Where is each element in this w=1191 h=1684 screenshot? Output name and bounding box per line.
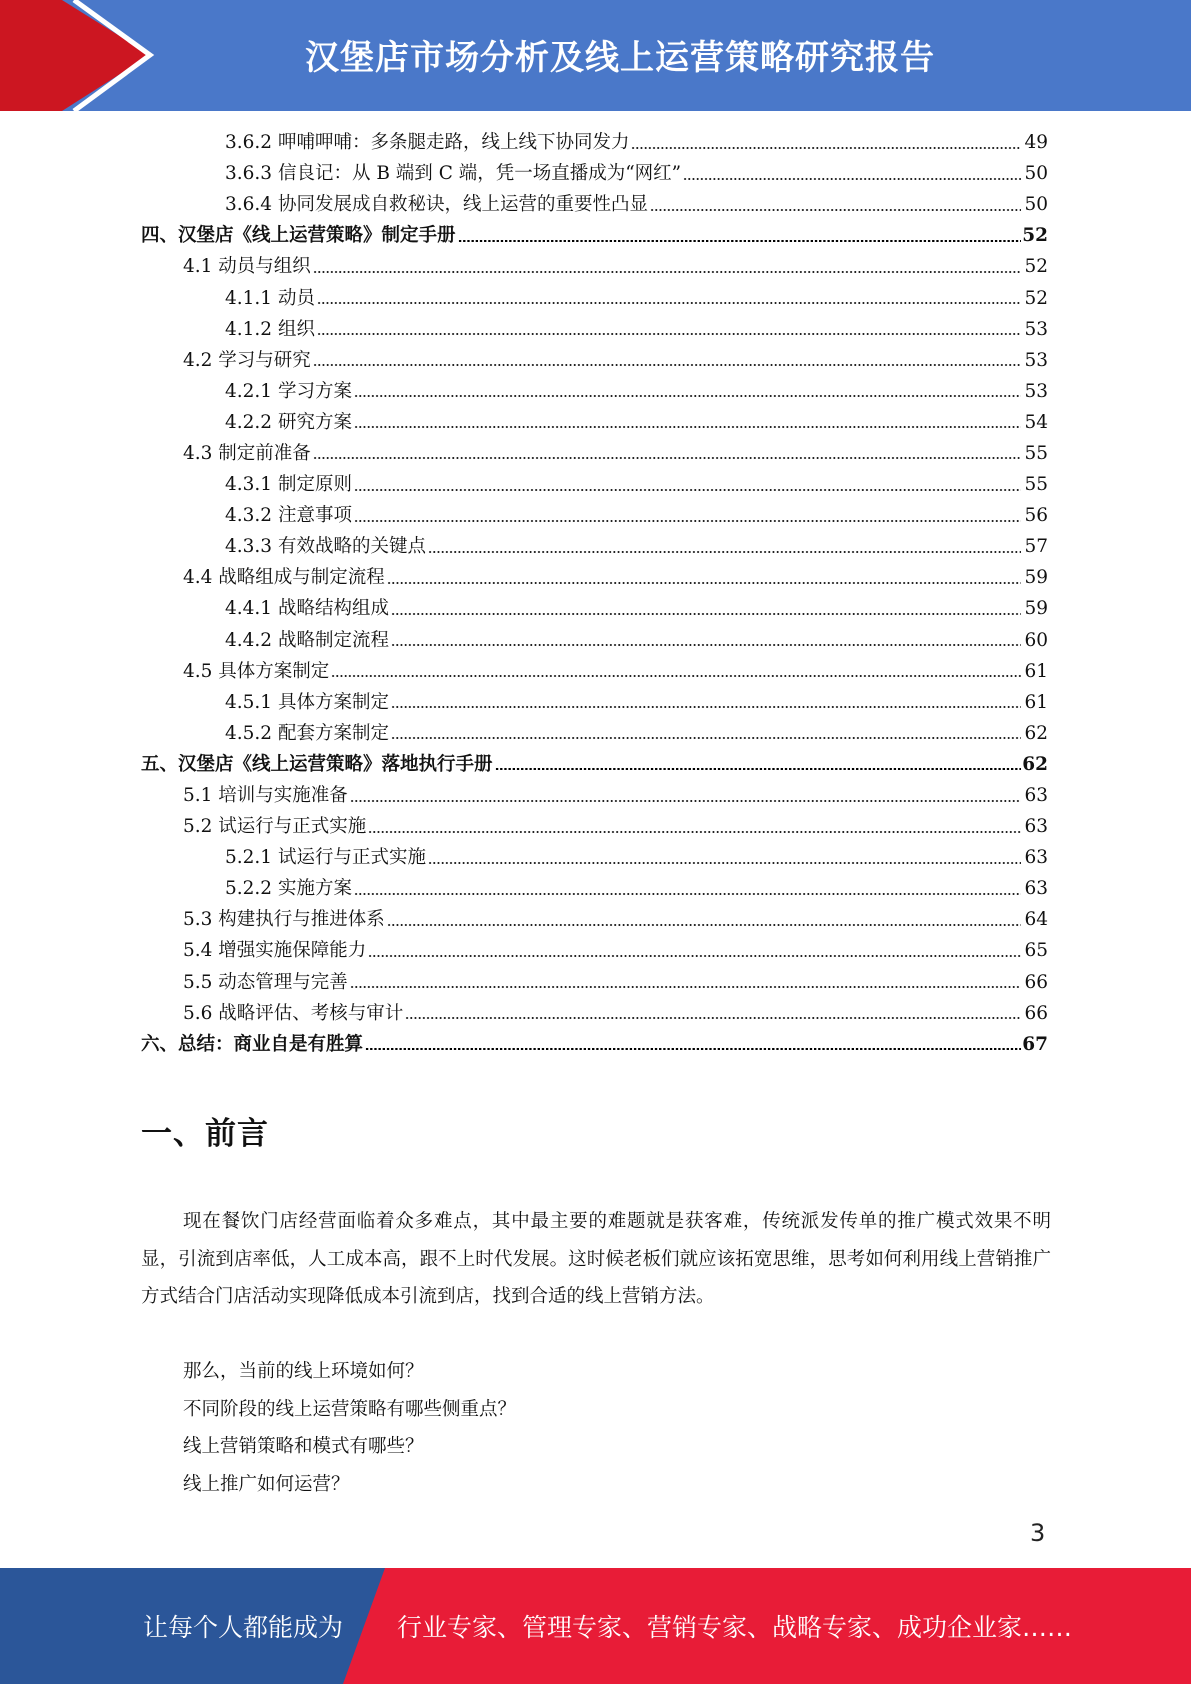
toc-entry-page: 66 bbox=[1024, 971, 1048, 993]
toc-entry-title: 5.2.2 实施方案 bbox=[225, 873, 354, 904]
toc-leader-dots bbox=[354, 426, 1021, 428]
toc-entry[interactable] bbox=[0, 158, 1191, 189]
toc-entry-page: 59 bbox=[1024, 567, 1048, 589]
toc-leader-dots bbox=[354, 520, 1021, 522]
page-header bbox=[0, 0, 1191, 111]
toc-entry-page: 49 bbox=[1024, 132, 1048, 154]
toc-leader-dots bbox=[313, 457, 1021, 459]
toc-entry-page: 65 bbox=[1024, 940, 1048, 962]
question-item: 线上营销策略和模式有哪些？ bbox=[183, 1436, 424, 1458]
toc-entry-title: 5.6 战略评估、考核与审计 bbox=[183, 998, 405, 1029]
toc-leader-dots bbox=[350, 986, 1021, 988]
toc-entry[interactable] bbox=[0, 935, 1191, 966]
toc-leader-dots bbox=[405, 1017, 1021, 1019]
toc-leader-dots bbox=[495, 768, 1021, 770]
toc-leader-dots bbox=[683, 178, 1021, 180]
toc-entry-page: 50 bbox=[1024, 194, 1048, 216]
toc-entry[interactable] bbox=[0, 345, 1191, 376]
toc-entry-title: 3.6.3 信良记：从 B 端到 C 端，凭一场直播成为“网红” bbox=[225, 158, 683, 189]
toc-entry-page: 62 bbox=[1024, 722, 1048, 744]
toc-entry-title: 4.4 战略组成与制定流程 bbox=[183, 562, 387, 593]
intro-paragraph: 现在餐饮门店经营面临着众多难点，其中最主要的难题就是获客难，传统派发传单的推广模式效果不明显，引流到店率低，人工成本高，跟不上时代发展。这时候老板们就应该拓宽思维，思考如何利用线上营销推广方式结合门店活动实现降低成本引流到店，找到合适的线上营销方法。 bbox=[141, 1211, 1051, 1307]
toc-entry-title: 4.1.1 动员 bbox=[225, 283, 317, 314]
toc-entry[interactable] bbox=[0, 531, 1191, 562]
toc-entry-page: 61 bbox=[1024, 691, 1048, 713]
toc-entry-title: 4.5.2 配套方案制定 bbox=[225, 718, 391, 749]
toc-entry[interactable] bbox=[0, 282, 1191, 313]
toc-leader-dots bbox=[317, 302, 1021, 304]
toc-entry-page: 54 bbox=[1024, 411, 1048, 433]
toc-entry-title: 5.4 增强实施保障能力 bbox=[183, 935, 368, 966]
toc-entry-title: 4.4.1 战略结构组成 bbox=[225, 593, 391, 624]
question-item: 线上推广如何运营？ bbox=[183, 1474, 350, 1496]
toc-leader-dots bbox=[331, 675, 1021, 677]
toc-leader-dots bbox=[387, 582, 1021, 584]
toc-leader-dots bbox=[313, 271, 1021, 273]
toc-entry[interactable] bbox=[0, 656, 1191, 687]
toc-entry-title: 4.2.1 学习方案 bbox=[225, 376, 354, 407]
toc-entry[interactable] bbox=[0, 220, 1191, 251]
toc-entry-title: 4.3 制定前准备 bbox=[183, 438, 313, 469]
toc-entry-title: 5.3 构建执行与推进体系 bbox=[183, 904, 387, 935]
toc-entry-title: 5.2 试运行与正式实施 bbox=[183, 811, 368, 842]
page-footer bbox=[0, 1568, 1191, 1684]
toc-entry[interactable] bbox=[0, 376, 1191, 407]
toc-entry-page: 61 bbox=[1024, 660, 1048, 682]
question-item: 不同阶段的线上运营策略有哪些侧重点？ bbox=[183, 1398, 517, 1420]
toc-entry-title: 六、总结：商业自是有胜算 bbox=[141, 1029, 365, 1060]
toc-entry[interactable] bbox=[0, 967, 1191, 998]
toc-entry[interactable] bbox=[0, 562, 1191, 593]
toc-leader-dots bbox=[365, 1048, 1021, 1050]
toc-leader-dots bbox=[428, 551, 1021, 553]
toc-entry-title: 4.3.1 制定原则 bbox=[225, 469, 354, 500]
toc-entry-title: 5.2.1 试运行与正式实施 bbox=[225, 842, 428, 873]
section-title: 一、前言 bbox=[141, 1116, 269, 1152]
toc-entry-page: 57 bbox=[1024, 536, 1048, 558]
toc-entry[interactable] bbox=[0, 127, 1191, 158]
toc-entry[interactable] bbox=[0, 1029, 1191, 1060]
toc-leader-dots bbox=[650, 209, 1021, 211]
toc-leader-dots bbox=[354, 893, 1021, 895]
toc-leader-dots bbox=[458, 240, 1021, 242]
toc-entry-title: 4.3.2 注意事项 bbox=[225, 500, 354, 531]
toc-entry-page: 52 bbox=[1022, 225, 1048, 247]
toc-entry[interactable] bbox=[0, 687, 1191, 718]
toc-entry[interactable] bbox=[0, 593, 1191, 624]
footer-slogan-right: 行业专家、管理专家、营销专家、战略专家、成功企业家…… bbox=[397, 1613, 1073, 1642]
toc-entry-title: 3.6.4 协同发展成自救秘诀，线上运营的重要性凸显 bbox=[225, 189, 650, 220]
toc-leader-dots bbox=[354, 395, 1021, 397]
toc-entry[interactable] bbox=[0, 469, 1191, 500]
toc-leader-dots bbox=[391, 644, 1021, 646]
toc-entry[interactable] bbox=[0, 189, 1191, 220]
toc-entry-title: 4.4.2 战略制定流程 bbox=[225, 625, 391, 656]
toc-entry-page: 63 bbox=[1024, 785, 1048, 807]
toc-entry[interactable] bbox=[0, 314, 1191, 345]
toc-entry[interactable] bbox=[0, 811, 1191, 842]
toc-entry-page: 50 bbox=[1024, 163, 1048, 185]
toc-entry[interactable] bbox=[0, 500, 1191, 531]
toc-entry-page: 67 bbox=[1022, 1033, 1048, 1055]
toc-entry-title: 5.1 培训与实施准备 bbox=[183, 780, 350, 811]
toc-leader-dots bbox=[631, 147, 1021, 149]
toc-entry[interactable] bbox=[0, 438, 1191, 469]
toc-entry-page: 53 bbox=[1024, 380, 1048, 402]
toc-entry-page: 62 bbox=[1022, 753, 1048, 775]
toc-entry-page: 55 bbox=[1024, 442, 1048, 464]
toc-entry-title: 5.5 动态管理与完善 bbox=[183, 967, 350, 998]
toc-leader-dots bbox=[368, 831, 1021, 833]
toc-entry[interactable] bbox=[0, 749, 1191, 780]
toc-entry[interactable] bbox=[0, 718, 1191, 749]
toc-entry-title: 4.2 学习与研究 bbox=[183, 345, 313, 376]
toc-entry-title: 4.5.1 具体方案制定 bbox=[225, 687, 391, 718]
toc-entry[interactable] bbox=[0, 904, 1191, 935]
toc-entry-page: 52 bbox=[1024, 256, 1048, 278]
toc-entry[interactable] bbox=[0, 873, 1191, 904]
toc-entry[interactable] bbox=[0, 998, 1191, 1029]
toc-entry-title: 3.6.2 呷哺呷哺：多条腿走路，线上线下协同发力 bbox=[225, 127, 631, 158]
toc-leader-dots bbox=[391, 706, 1021, 708]
toc-entry-title: 4.1.2 组织 bbox=[225, 314, 317, 345]
toc-leader-dots bbox=[317, 333, 1021, 335]
toc-entry-title: 4.2.2 研究方案 bbox=[225, 407, 354, 438]
toc-entry-page: 60 bbox=[1024, 629, 1048, 651]
toc-leader-dots bbox=[350, 800, 1021, 802]
toc-entry[interactable] bbox=[0, 842, 1191, 873]
toc-entry-page: 53 bbox=[1024, 318, 1048, 340]
toc-entry-title: 4.3.3 有效战略的关键点 bbox=[225, 531, 428, 562]
toc-entry-page: 55 bbox=[1024, 474, 1048, 496]
toc-entry-title: 五、汉堡店《线上运营策略》落地执行手册 bbox=[141, 749, 495, 780]
question-list bbox=[183, 1353, 516, 1504]
page-number: 3 bbox=[1030, 1519, 1046, 1547]
toc-entry-page: 52 bbox=[1024, 287, 1048, 309]
toc-entry-page: 56 bbox=[1024, 505, 1048, 527]
toc-entry-page: 63 bbox=[1024, 816, 1048, 838]
toc-entry[interactable] bbox=[0, 407, 1191, 438]
table-of-contents bbox=[0, 127, 1191, 1060]
toc-entry-title: 4.1 动员与组织 bbox=[183, 251, 313, 282]
toc-entry-page: 53 bbox=[1024, 349, 1048, 371]
toc-leader-dots bbox=[391, 737, 1021, 739]
toc-leader-dots bbox=[428, 862, 1021, 864]
footer-slogan-left: 让每个人都能成为 bbox=[143, 1613, 344, 1642]
toc-entry[interactable] bbox=[0, 625, 1191, 656]
toc-leader-dots bbox=[354, 489, 1021, 491]
toc-entry-page: 64 bbox=[1024, 909, 1048, 931]
toc-entry[interactable] bbox=[0, 251, 1191, 282]
toc-entry[interactable] bbox=[0, 780, 1191, 811]
toc-entry-page: 63 bbox=[1024, 878, 1048, 900]
toc-leader-dots bbox=[313, 364, 1021, 366]
toc-leader-dots bbox=[368, 955, 1021, 957]
toc-entry-page: 59 bbox=[1024, 598, 1048, 620]
toc-entry-page: 66 bbox=[1024, 1002, 1048, 1024]
toc-entry-title: 四、汉堡店《线上运营策略》制定手册 bbox=[141, 220, 458, 251]
question-item: 那么，当前的线上环境如何？ bbox=[183, 1361, 424, 1382]
toc-leader-dots bbox=[391, 613, 1021, 615]
toc-leader-dots bbox=[387, 924, 1021, 926]
toc-entry-page: 63 bbox=[1024, 847, 1048, 869]
toc-entry-title: 4.5 具体方案制定 bbox=[183, 656, 331, 687]
report-title: 汉堡店市场分析及线上运营策略研究报告 bbox=[305, 38, 935, 78]
